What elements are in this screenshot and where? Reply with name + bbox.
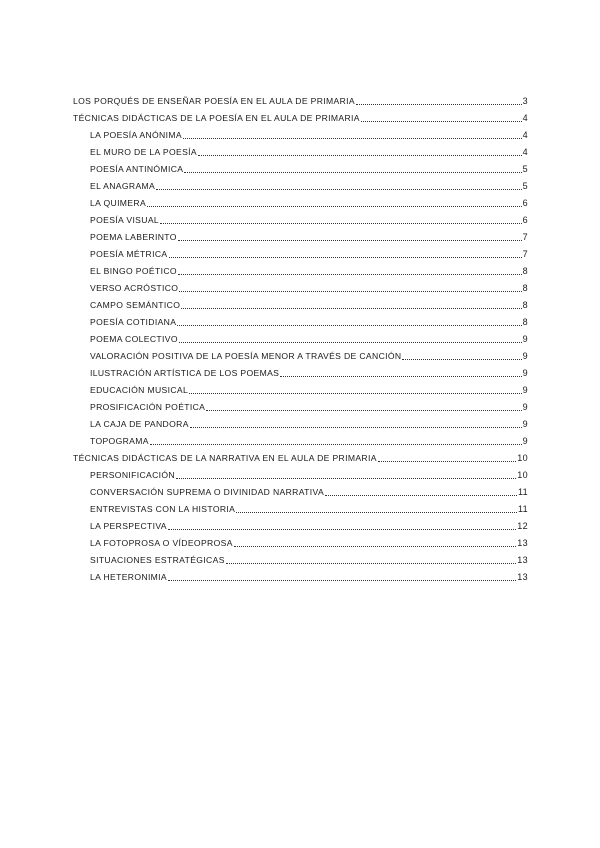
toc-entry-title: SITUACIONES ESTRATÉGICAS bbox=[90, 555, 225, 565]
toc-entry-title: POEMA LABERINTO bbox=[90, 232, 177, 242]
toc-entry-title: ILUSTRACIÓN ARTÍSTICA DE LOS POEMAS bbox=[90, 368, 280, 378]
toc-subsection-entry[interactable] bbox=[73, 413, 528, 430]
toc-subsection-entry[interactable] bbox=[73, 311, 528, 328]
toc-entry-page-number: 8 bbox=[522, 300, 528, 310]
toc-entry-title: EL BINGO POÉTICO bbox=[90, 266, 177, 276]
toc-subsection-entry[interactable] bbox=[73, 260, 528, 277]
toc-subsection-entry[interactable] bbox=[73, 498, 528, 515]
toc-dot-leader bbox=[179, 342, 522, 343]
toc-entry-title: LOS PORQUÉS DE ENSEÑAR POESÍA EN EL AULA DE PRIMARIA bbox=[73, 96, 355, 106]
toc-dot-leader bbox=[378, 461, 516, 462]
toc-dot-leader bbox=[184, 172, 521, 173]
toc-subsection-entry[interactable] bbox=[73, 481, 528, 498]
toc-entry-page-number: 13 bbox=[517, 555, 528, 565]
toc-entry-title: LA QUIMERA bbox=[90, 198, 147, 208]
toc-subsection-entry[interactable] bbox=[73, 396, 528, 413]
toc-entry-title: LA CAJA DE PANDORA bbox=[90, 419, 189, 429]
toc-dot-leader bbox=[356, 104, 522, 105]
toc-subsection-entry[interactable] bbox=[73, 294, 528, 311]
toc-subsection-entry[interactable] bbox=[73, 566, 528, 583]
toc-subsection-entry[interactable] bbox=[73, 532, 528, 549]
toc-entry-page-number: 12 bbox=[517, 521, 528, 531]
toc-entry-title: CAMPO SEMÁNTICO bbox=[90, 300, 181, 310]
toc-entry-title: EDUCACIÓN MUSICAL bbox=[90, 385, 189, 395]
toc-entry-page-number: 9 bbox=[522, 402, 528, 412]
toc-entry-page-number: 13 bbox=[517, 572, 528, 582]
toc-entry-title: POESÍA VISUAL bbox=[90, 215, 160, 225]
toc-subsection-entry[interactable] bbox=[73, 141, 528, 158]
toc-entry-page-number: 9 bbox=[522, 368, 528, 378]
toc-entry-title: LA FOTOPROSA O VÍDEOPROSA bbox=[90, 538, 233, 548]
toc-entry-title: POEMA COLECTIVO bbox=[90, 334, 178, 344]
toc-subsection-entry[interactable] bbox=[73, 277, 528, 294]
toc-entry-title: POESÍA MÉTRICA bbox=[90, 249, 168, 259]
toc-dot-leader bbox=[189, 393, 522, 394]
toc-entry-page-number: 9 bbox=[522, 436, 528, 446]
toc-subsection-entry[interactable] bbox=[73, 158, 528, 175]
toc-dot-leader bbox=[234, 546, 516, 547]
toc-entry-page-number: 5 bbox=[522, 164, 528, 174]
toc-entry-page-number: 10 bbox=[517, 470, 528, 480]
toc-entry-title: EL MURO DE LA POESÍA bbox=[90, 147, 197, 157]
toc-entry-page-number: 9 bbox=[522, 419, 528, 429]
toc-dot-leader bbox=[176, 478, 516, 479]
toc-dot-leader bbox=[402, 359, 521, 360]
toc-entry-page-number: 11 bbox=[517, 487, 528, 497]
toc-subsection-entry[interactable] bbox=[73, 175, 528, 192]
toc-dot-leader bbox=[361, 121, 522, 122]
toc-entry-page-number: 5 bbox=[522, 181, 528, 191]
toc-entry-title: CONVERSACIÓN SUPREMA O DIVINIDAD NARRATIVA bbox=[90, 487, 325, 497]
toc-dot-leader bbox=[190, 427, 522, 428]
toc-subsection-entry[interactable] bbox=[73, 209, 528, 226]
toc-subsection-entry[interactable] bbox=[73, 226, 528, 243]
table-of-contents bbox=[73, 90, 528, 583]
toc-dot-leader bbox=[168, 529, 516, 530]
toc-dot-leader bbox=[156, 189, 522, 190]
toc-dot-leader bbox=[168, 580, 516, 581]
toc-dot-leader bbox=[181, 308, 521, 309]
toc-section-entry[interactable] bbox=[73, 447, 528, 464]
toc-entry-page-number: 6 bbox=[522, 215, 528, 225]
toc-entry-page-number: 9 bbox=[522, 351, 528, 361]
toc-entry-page-number: 8 bbox=[522, 266, 528, 276]
toc-dot-leader bbox=[280, 376, 521, 377]
toc-dot-leader bbox=[179, 291, 521, 292]
toc-entry-title: POESÍA COTIDIANA bbox=[90, 317, 177, 327]
toc-subsection-entry[interactable] bbox=[73, 124, 528, 141]
toc-dot-leader bbox=[226, 563, 517, 564]
toc-subsection-entry[interactable] bbox=[73, 464, 528, 481]
toc-entry-page-number: 13 bbox=[517, 538, 528, 548]
toc-dot-leader bbox=[178, 240, 522, 241]
toc-entry-page-number: 4 bbox=[522, 147, 528, 157]
toc-entry-title: EL ANAGRAMA bbox=[90, 181, 156, 191]
toc-entry-page-number: 8 bbox=[522, 317, 528, 327]
toc-subsection-entry[interactable] bbox=[73, 345, 528, 362]
toc-entry-page-number: 9 bbox=[522, 334, 528, 344]
toc-dot-leader bbox=[147, 206, 522, 207]
toc-subsection-entry[interactable] bbox=[73, 192, 528, 209]
toc-entry-page-number: 7 bbox=[522, 249, 528, 259]
toc-entry-page-number: 6 bbox=[522, 198, 528, 208]
toc-entry-title: LA HETERONIMIA bbox=[90, 572, 168, 582]
toc-dot-leader bbox=[325, 495, 517, 496]
toc-dot-leader bbox=[236, 512, 517, 513]
toc-dot-leader bbox=[183, 138, 522, 139]
toc-entry-title: TÉCNICAS DIDÁCTICAS DE LA POESÍA EN EL AULA DE PRIMARIA bbox=[73, 113, 360, 123]
toc-entry-title: TÉCNICAS DIDÁCTICAS DE LA NARRATIVA EN EL AULA DE PRIMARIA bbox=[73, 453, 377, 463]
toc-entry-title: POESÍA ANTINÓMICA bbox=[90, 164, 184, 174]
toc-subsection-entry[interactable] bbox=[73, 243, 528, 260]
toc-subsection-entry[interactable] bbox=[73, 379, 528, 396]
toc-dot-leader bbox=[177, 325, 521, 326]
toc-entry-title: PROSIFICACIÓN POÉTICA bbox=[90, 402, 206, 412]
toc-dot-leader bbox=[206, 410, 521, 411]
toc-subsection-entry[interactable] bbox=[73, 515, 528, 532]
toc-section-entry[interactable] bbox=[73, 107, 528, 124]
toc-entry-title: LA PERSPECTIVA bbox=[90, 521, 167, 531]
toc-entry-page-number: 4 bbox=[522, 113, 528, 123]
toc-subsection-entry[interactable] bbox=[73, 430, 528, 447]
toc-entry-page-number: 7 bbox=[522, 232, 528, 242]
toc-entry-title: PERSONIFICACIÓN bbox=[90, 470, 175, 480]
toc-entry-page-number: 4 bbox=[522, 130, 528, 140]
toc-entry-title: TOPOGRAMA bbox=[90, 436, 149, 446]
toc-entry-title: VALORACIÓN POSITIVA DE LA POESÍA MENOR A TRAVÉS DE CANCIÓN bbox=[90, 351, 402, 361]
toc-entry-title: ENTREVISTAS CON LA HISTORIA bbox=[90, 504, 236, 514]
toc-subsection-entry[interactable] bbox=[73, 549, 528, 566]
toc-entry-page-number: 3 bbox=[522, 96, 528, 106]
toc-dot-leader bbox=[178, 274, 522, 275]
toc-entry-title: LA POESÍA ANÓNIMA bbox=[90, 130, 182, 140]
toc-entry-title: VERSO ACRÓSTICO bbox=[90, 283, 179, 293]
toc-dot-leader bbox=[169, 257, 522, 258]
toc-section-entry[interactable] bbox=[73, 90, 528, 107]
toc-entry-page-number: 9 bbox=[522, 385, 528, 395]
toc-dot-leader bbox=[160, 223, 522, 224]
toc-dot-leader bbox=[198, 155, 522, 156]
toc-dot-leader bbox=[150, 444, 522, 445]
toc-entry-page-number: 10 bbox=[517, 453, 528, 463]
toc-subsection-entry[interactable] bbox=[73, 328, 528, 345]
toc-entry-page-number: 11 bbox=[517, 504, 528, 514]
toc-subsection-entry[interactable] bbox=[73, 362, 528, 379]
toc-entry-page-number: 8 bbox=[522, 283, 528, 293]
